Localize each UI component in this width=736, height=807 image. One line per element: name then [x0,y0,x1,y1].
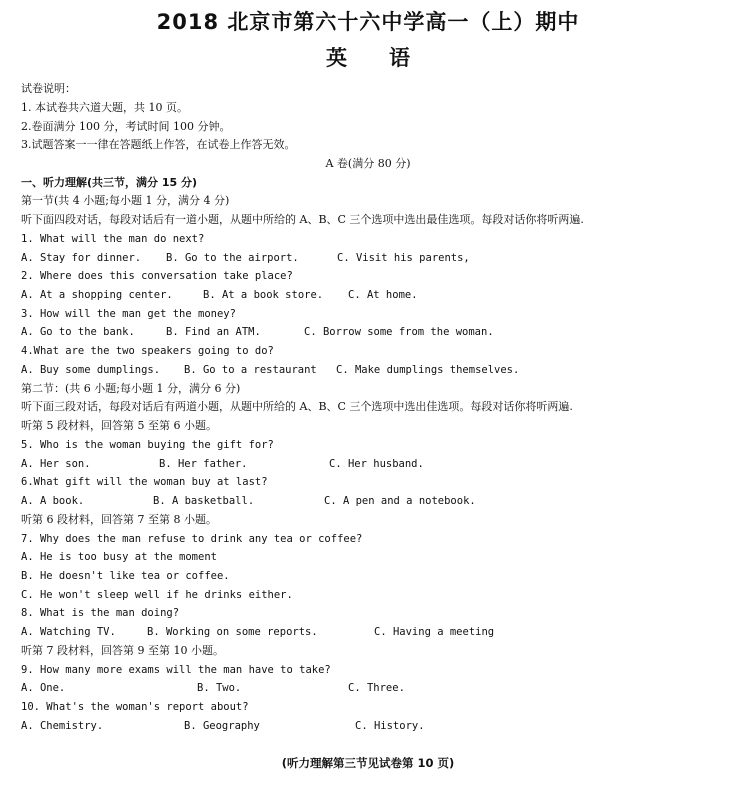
q3-option-a: A. Go to the bank. [21,326,135,338]
q6-option-c: C. A pen and a notebook. [324,495,476,507]
question-1-stem: 1. What will the man do next? [21,233,205,245]
material-7-instruction: 听第 7 段材料，回答第 9 至第 10 小题。 [21,644,224,657]
q9-option-b: B. Two. [197,682,242,694]
q1-option-b: B. Go to the airport. [166,252,299,264]
question-6-options [21,492,721,510]
q2-option-a: A. At a shopping center. [21,289,173,301]
q6-option-a: A. A book. [21,495,85,507]
part1-directions: 听下面四段对话，每段对话后有一道小题，从题中所给的 A、B、C 三个选项中选出最佳选项。每段对话你将听两遍. [21,213,584,226]
instruction-item-2: 2.卷面满分 100 分，考试时间 100 分钟。 [21,120,231,133]
question-3-options [21,323,721,341]
q2-option-b: B. At a book store. [203,289,324,301]
material-6-instruction: 听第 6 段材料，回答第 7 至第 8 小题。 [21,513,217,526]
q3-option-b: B. Find an ATM. [166,326,261,338]
question-7-stem: 7. Why does the man refuse to drink any tea or coffee? [21,533,363,545]
q9-option-a: A. One. [21,682,66,694]
q8-option-b: B. Working on some reports. [147,626,318,638]
q4-option-a: A. Buy some dumplings. [21,364,161,376]
paper-a-label: A 卷(满分 80 分) [325,157,411,170]
material-5-instruction: 听第 5 段材料，回答第 5 至第 6 小题。 [21,419,217,432]
q8-option-a: A. Watching TV. [21,626,116,638]
section1-heading: 一、听力理解(共三节，满分 15 分) [21,176,198,189]
instruction-item-1: 1. 本试卷共六道大题，共 10 页。 [21,101,188,114]
question-9-options [21,679,721,697]
subject-char-2: 语 [389,46,410,70]
q4-option-c: C. Make dumplings themselves. [336,364,520,376]
subject-char-1: 英 [326,46,347,70]
question-3-stem: 3. How will the man get the money? [21,308,236,320]
q3-option-c: C. Borrow some from the woman. [304,326,494,338]
question-5-stem: 5. Who is the woman buying the gift for? [21,439,274,451]
question-1-options [21,249,721,267]
q10-option-c: C. History. [355,720,425,732]
q10-option-b: B. Geography [184,720,260,732]
page-footer-note: (听力理解第三节见试卷第 10 页) [281,756,455,770]
question-2-options [21,286,721,304]
question-10-stem: 10. What's the woman's report about? [21,701,249,713]
q7-option-b: B. He doesn't like tea or coffee. [21,570,230,582]
q9-option-c: C. Three. [348,682,405,694]
q4-option-b: B. Go to a restaurant [184,364,317,376]
instructions-heading: 试卷说明： [21,82,76,95]
question-5-options [21,455,721,473]
q5-option-a: A. Her son. [21,458,91,470]
question-10-options [21,717,721,735]
instruction-item-3: 3.试题答案一一律在答题纸上作答，在试卷上作答无效。 [21,138,296,151]
question-2-stem: 2. Where does this conversation take place? [21,270,293,282]
q7-option-a: A. He is too busy at the moment [21,551,217,563]
q8-option-c: C. Having a meeting [374,626,495,638]
question-8-stem: 8. What is the man doing? [21,607,180,619]
q7-option-c: C. He won't sleep well if he drinks either. [21,589,293,601]
q1-option-a: A. Stay for dinner. [21,252,142,264]
q1-option-c: C. Visit his parents, [337,252,470,264]
q5-option-c: C. Her husband. [329,458,424,470]
question-8-options [21,623,721,641]
part1-heading: 第一节(共 4 小题;每小题 1 分，满分 4 分) [21,194,230,207]
q2-option-c: C. At home. [348,289,418,301]
question-6-stem: 6.What gift will the woman buy at last? [21,476,268,488]
question-4-stem: 4.What are the two speakers going to do? [21,345,274,357]
part2-heading: 第二节：(共 6 小题;每小题 1 分，满分 6 分) [21,382,241,395]
subject-title [0,44,736,72]
part2-directions: 听下面三段对话，每段对话后有两道小题，从题中所给的 A、B、C 三个选项中选出佳选项。每段对话你将听两遍. [21,400,573,413]
question-4-options [21,361,721,379]
question-9-stem: 9. How many more exams will the man have to take? [21,664,331,676]
q10-option-a: A. Chemistry. [21,720,104,732]
exam-title: 2018 北京市第六十六中学高一（上）期中 [156,10,580,34]
q5-option-b: B. Her father. [159,458,248,470]
q6-option-b: B. A basketball. [153,495,255,507]
